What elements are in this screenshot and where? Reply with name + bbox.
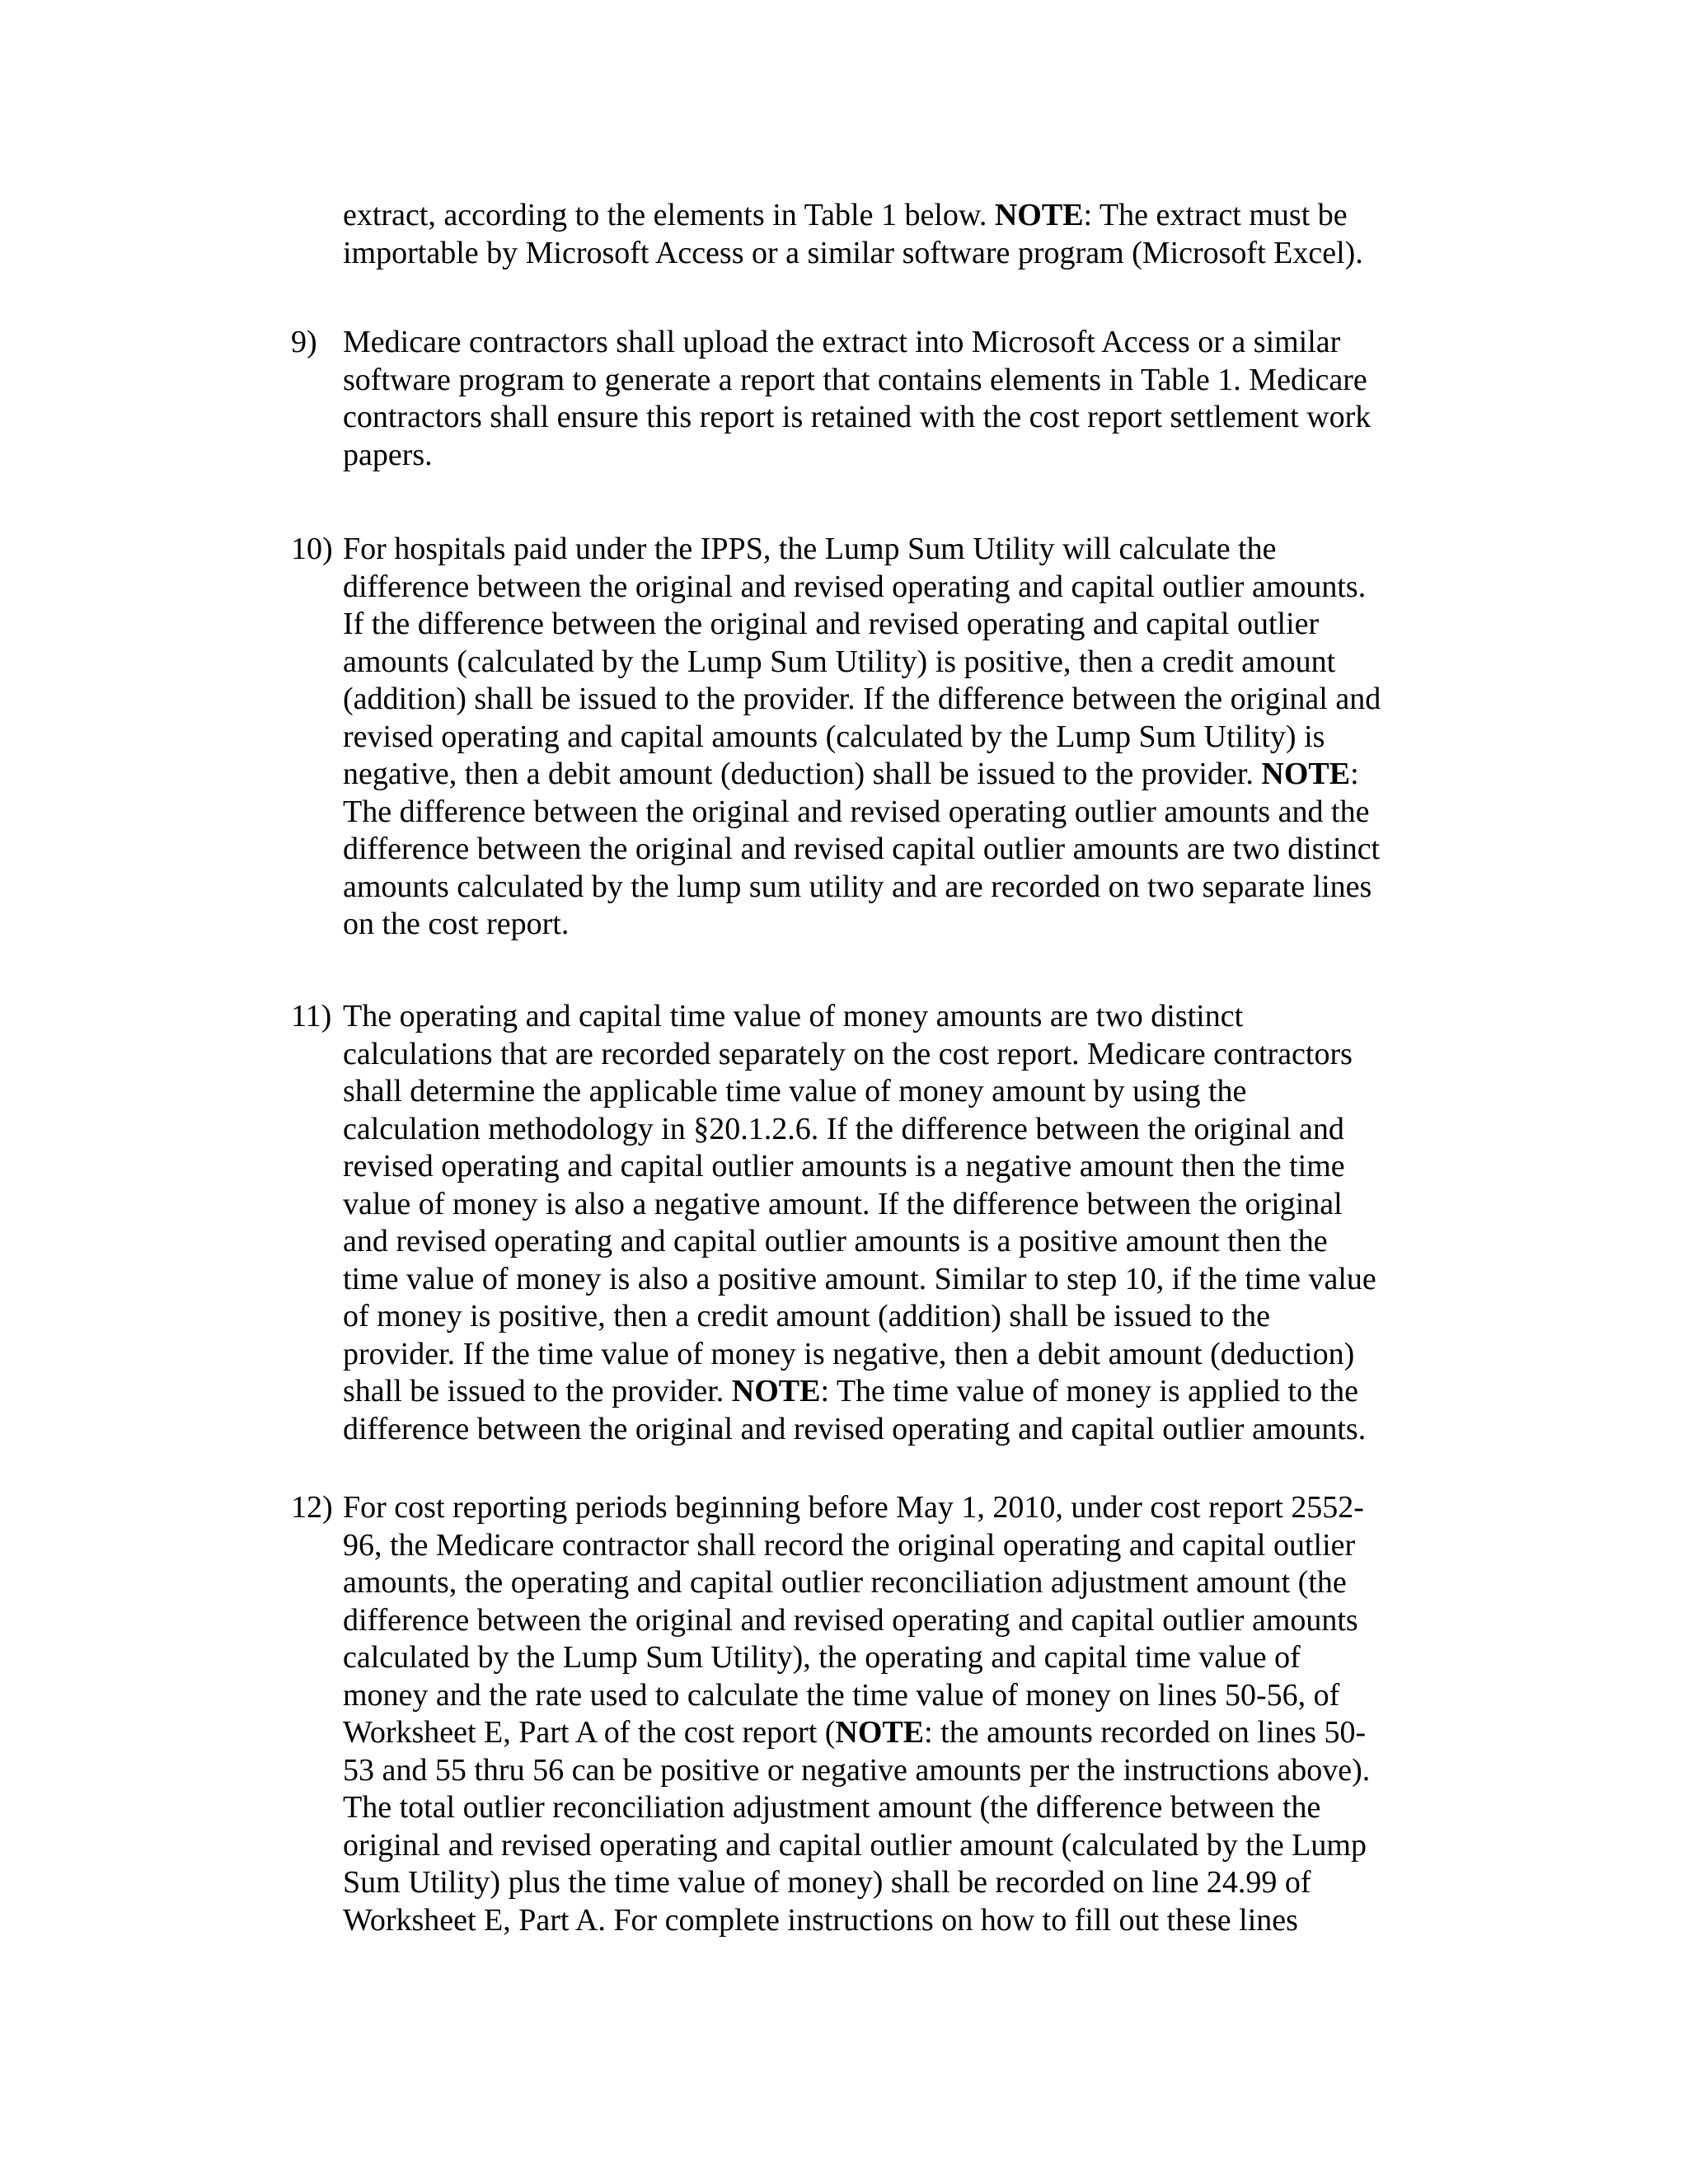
text-line [291,644,1445,682]
text-line [291,235,1445,273]
text-run: For cost reporting periods beginning before May 1, 2010, under cost report 2552- [343,1490,1364,1525]
note-label: NOTE [835,1715,925,1750]
text-line [291,1073,1445,1111]
text-line [291,197,1445,235]
text-run: provider. If the time value of money is negative, then a debit amount (deduction) [343,1336,1355,1371]
text-run: papers. [343,437,433,472]
text-run: The difference between the original and revised operating outlier amounts and the [343,794,1370,829]
text-run: Worksheet E, Part A of the cost report ( [343,1715,836,1750]
text-run: difference between the original and revised operating and capital outlier amounts. [343,1411,1367,1446]
text-run: difference between the original and revised capital outlier amounts are two distinct [343,832,1381,866]
text-run: revised operating and capital outlier amounts is a negative amount then the time [343,1149,1345,1183]
text-run: : The time value of money is applied to the [820,1374,1358,1408]
text-run: and revised operating and capital outlier amounts is a positive amount then the [343,1224,1328,1258]
text-run: calculations that are recorded separately on the cost report. Medicare contractors [343,1036,1353,1071]
text-run: 96, the Medicare contractor shall record the original operating and capital outlier [343,1527,1356,1563]
numbered-item-10 [291,531,1445,944]
text-line [291,1223,1445,1261]
text-run: importable by Microsoft Access or a similar software program (Microsoft Excel). [343,235,1363,270]
text-line [291,1148,1445,1186]
text-line [291,998,1445,1036]
text-line [291,437,1445,475]
text-run: The operating and capital time value of money amounts are two distinct [343,999,1244,1033]
text-run: shall determine the applicable time value of money amount by using the [343,1074,1247,1108]
note-label: NOTE [1261,757,1351,791]
text-line [291,324,1445,362]
text-run: time value of money is also a positive amount. Similar to step 10, if the time value [343,1261,1376,1296]
text-line [291,1527,1445,1565]
text-run: software program to generate a report that contains elements in Table 1. Medicare [343,362,1367,397]
text-run: value of money is also a negative amount. If the difference between the original [343,1186,1343,1221]
text-line [291,1864,1445,1902]
text-run: amounts calculated by the lump sum utility and are recorded on two separate lines [343,869,1372,904]
text-run: calculation methodology in §20.1.2.6. If the difference between the original and [343,1111,1344,1146]
text-line [291,569,1445,607]
text-line [291,1714,1445,1752]
text-run: difference between the original and revised operating and capital outlier amounts [343,1602,1358,1638]
text-line [291,1111,1445,1149]
text-line [291,1564,1445,1602]
item-number: 10) [291,532,333,566]
text-run: original and revised operating and capital outlier amount (calculated by the Lump [343,1827,1367,1863]
text-line [291,1186,1445,1224]
numbered-item-9 [291,324,1445,474]
text-run: of money is positive, then a credit amount (addition) shall be issued to the [343,1299,1270,1333]
text-line [291,399,1445,437]
text-line [291,794,1445,832]
text-line [291,1789,1445,1827]
item-number: 9) [291,325,317,359]
note-label: NOTE [994,198,1084,232]
text-run: amounts (calculated by the Lump Sum Utility) is positive, then a credit amount [343,644,1336,679]
item-number: 11) [291,999,332,1033]
text-run: amounts, the operating and capital outlier reconciliation adjustment amount (the [343,1565,1347,1600]
text-line [291,1639,1445,1677]
text-line [291,1336,1445,1374]
text-run: extract, according to the elements in Table 1 below. [343,198,995,232]
text-line [291,362,1445,400]
text-run: : The extract must be [1083,198,1348,232]
text-run: money and the rate used to calculate the time value of money on lines 50-56, of [343,1677,1340,1713]
text-run: shall be issued to the provider. [343,1374,732,1408]
text-run: : the amounts recorded on lines 50- [924,1715,1367,1750]
text-line [291,1752,1445,1790]
text-line [291,906,1445,944]
item-8-continuation [291,197,1445,272]
text-line [291,531,1445,569]
note-label: NOTE [731,1374,821,1408]
text-line [291,1489,1445,1527]
numbered-item-11 [291,998,1445,1448]
text-line [291,1373,1445,1411]
text-run: For hospitals paid under the IPPS, the Lump Sum Utility will calculate the [343,532,1277,566]
text-run: Medicare contractors shall upload the extract into Microsoft Access or a similar [343,325,1341,359]
text-run: : [1350,757,1359,791]
numbered-item-12 [291,1489,1445,1939]
text-run: contractors shall ensure this report is retained with the cost report settlement work [343,400,1372,434]
text-line [291,1298,1445,1336]
text-line [291,756,1445,794]
text-line [291,869,1445,907]
text-line [291,1677,1445,1715]
text-run: revised operating and capital amounts (calculated by the Lump Sum Utility) is [343,719,1325,754]
text-line [291,1602,1445,1640]
text-run: The total outlier reconciliation adjustment amount (the difference between the [343,1790,1321,1825]
text-run: calculated by the Lump Sum Utility), the operating and capital time value of [343,1640,1301,1675]
text-line [291,681,1445,719]
text-run: negative, then a debit amount (deduction) shall be issued to the provider. [343,757,1262,791]
text-line [291,719,1445,757]
text-run: (addition) shall be issued to the provider. If the difference between the original and [343,682,1381,716]
text-run: difference between the original and revised operating and capital outlier amounts. [343,569,1367,604]
text-line [291,606,1445,644]
text-run: on the cost report. [343,907,570,941]
text-line [291,1827,1445,1865]
text-line [291,1411,1445,1449]
item-number: 12) [291,1490,333,1525]
text-line [291,831,1445,869]
text-line [291,1036,1445,1074]
text-run: Sum Utility) plus the time value of money) shall be recorded on line 24.99 of [343,1865,1311,1900]
text-run: 53 and 55 thru 56 can be positive or negative amounts per the instructions above). [343,1752,1371,1788]
text-run: If the difference between the original and revised operating and capital outlier [343,607,1320,641]
text-line [291,1261,1445,1299]
text-run: Worksheet E, Part A. For complete instructions on how to fill out these lines [343,1902,1298,1938]
text-line [291,1902,1445,1940]
